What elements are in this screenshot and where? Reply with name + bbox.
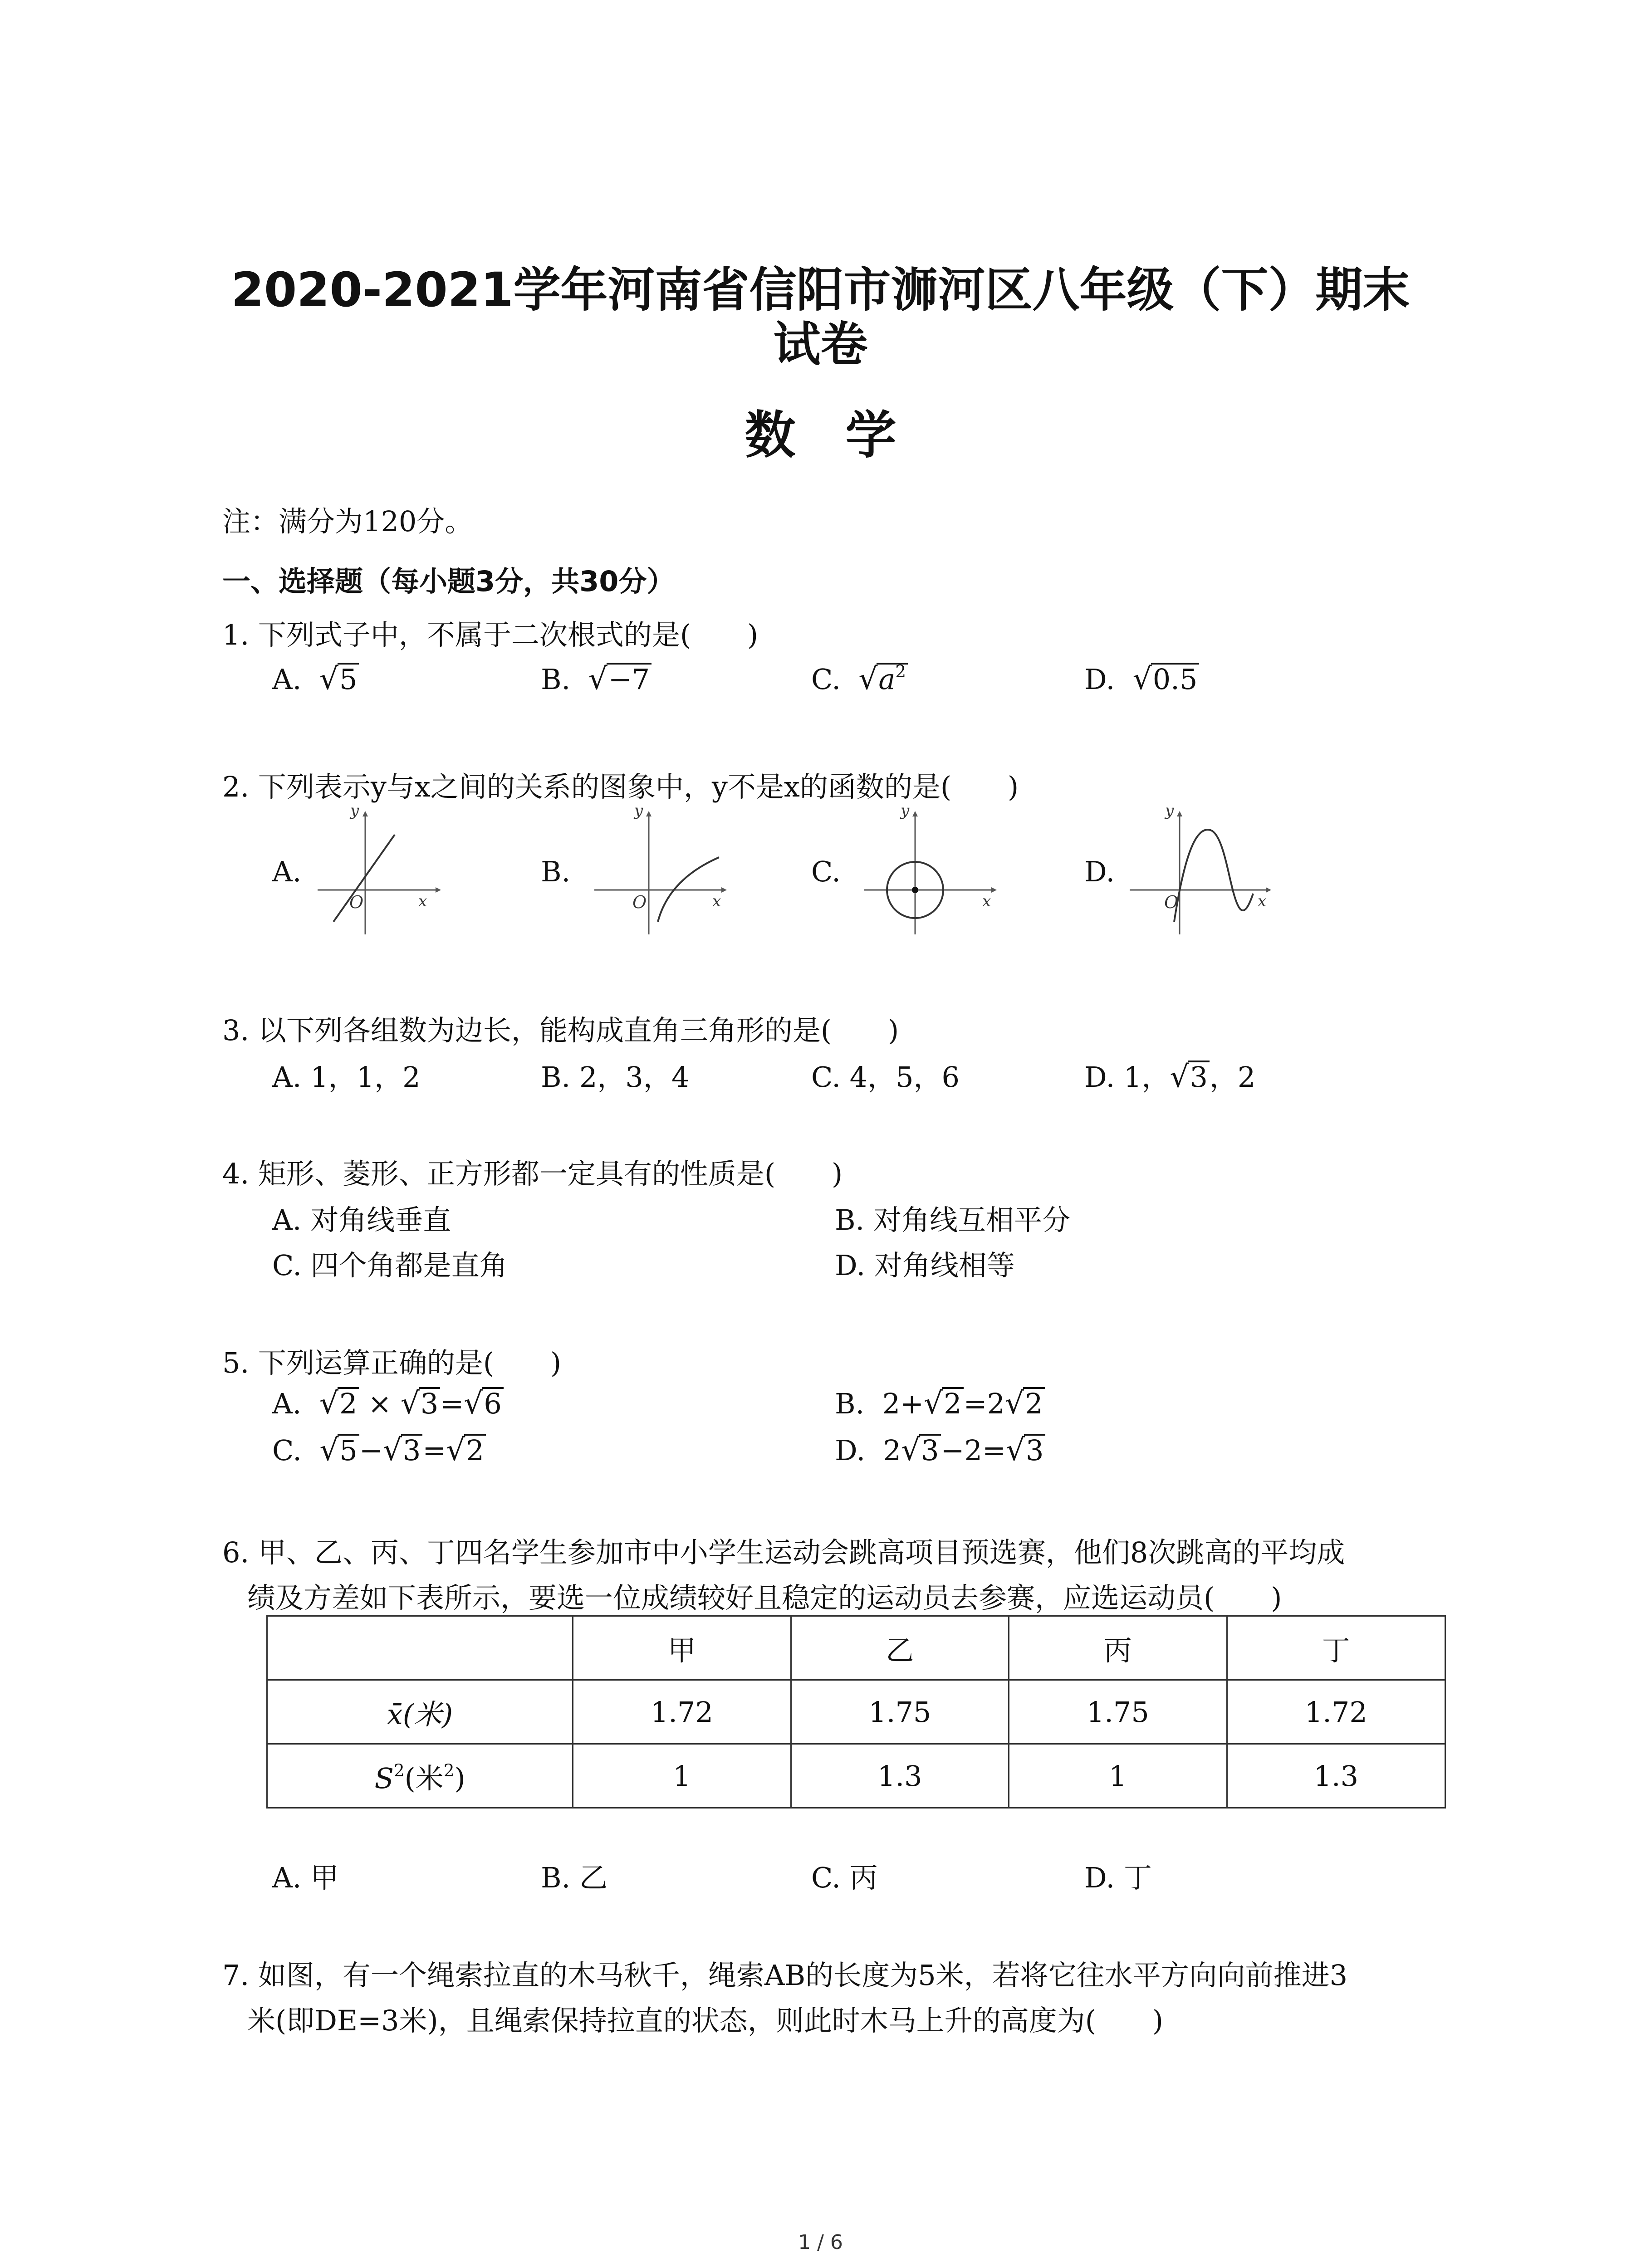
- table-row-mean: [267, 1680, 1445, 1744]
- table-header-row: [267, 1616, 1445, 1680]
- q1-option-c: C. $√a^2$: [811, 661, 908, 696]
- table-row-variance: [267, 1744, 1445, 1808]
- option-label: C.: [272, 1434, 302, 1467]
- q5-option-b: B. 2+√2=2√2: [835, 1386, 1045, 1421]
- x-axis-label: x: [1258, 892, 1267, 910]
- row-label-variance: [267, 1744, 573, 1808]
- x-axis-label: x: [712, 892, 721, 910]
- radicand: 3: [401, 1434, 422, 1465]
- q2-graph-c-circle: [860, 803, 1005, 939]
- paren: ): [454, 1761, 465, 1795]
- table-header-cell: 乙: [791, 1616, 1009, 1680]
- q4-option-a: A. 对角线垂直: [272, 1203, 451, 1237]
- radicand: 3: [1024, 1434, 1045, 1465]
- radicand: 3: [1188, 1061, 1209, 1092]
- option-label: A.: [272, 1387, 302, 1420]
- q1-option-d: D. √0.5: [1084, 661, 1199, 696]
- q6-option-d: D. 丁: [1084, 1861, 1152, 1894]
- option-label: B.: [835, 1387, 865, 1420]
- question-3-stem: 3. 以下列各组数为边长，能构成直角三角形的是( ): [222, 1014, 899, 1047]
- q5-option-d: D. 2√3−2=√3: [835, 1432, 1045, 1467]
- origin-label: O: [1164, 892, 1179, 912]
- option-label: C.: [811, 663, 841, 696]
- q2-graph-a-straight-line: [313, 803, 449, 939]
- question-4-stem: 4. 矩形、菱形、正方形都一定具有的性质是( ): [222, 1157, 843, 1190]
- operator: =: [422, 1434, 446, 1467]
- exponent: 2: [443, 1760, 455, 1780]
- question-6-stem-line1: 6. 甲、乙、丙、丁四名学生参加市中小学生运动会跳高项目预选赛，他们8次跳高的平均成: [222, 1536, 1345, 1569]
- option-label: D.: [1084, 663, 1115, 696]
- radicand: 3: [419, 1387, 440, 1418]
- q2-graph-b-sqrt-curve: [590, 803, 735, 939]
- q2-option-a-label: A.: [272, 855, 302, 888]
- exam-title-line2: 试卷: [773, 317, 868, 372]
- radicand: 2: [942, 1387, 963, 1418]
- radicand: 0.5: [1151, 663, 1200, 694]
- table-cell: 1.72: [573, 1680, 791, 1744]
- operator: −2=: [941, 1434, 1006, 1467]
- q4-option-d: D. 对角线相等: [835, 1249, 1015, 1282]
- operator: =2: [963, 1387, 1005, 1420]
- q3-option-a: A. 1，1，2: [272, 1061, 421, 1094]
- radicand: 2: [464, 1434, 485, 1465]
- operator: =: [440, 1387, 464, 1420]
- q3-option-c: C. 4，5，6: [811, 1061, 960, 1094]
- y-axis-label: y: [1165, 803, 1174, 820]
- radicand: 5: [338, 663, 359, 694]
- radicand: 5: [338, 1434, 359, 1465]
- q4-option-b: B. 对角线互相平分: [835, 1203, 1070, 1237]
- exponent: 2: [895, 661, 906, 681]
- q2-option-c-label: C.: [811, 855, 841, 888]
- q3-option-d: D. 1，√3，2: [1084, 1059, 1256, 1094]
- table-cell: 1.72: [1227, 1680, 1445, 1744]
- origin-label: O: [632, 892, 647, 912]
- q6-option-a: A. 甲: [272, 1861, 339, 1894]
- operator: −: [359, 1434, 383, 1467]
- question-6-stem-line2: 绩及方差如下表所示，要选一位成绩较好且稳定的运动员去参赛，应选运动员( ): [247, 1581, 1282, 1614]
- section-heading-choice: 一、选择题（每小题3分，共30分）: [222, 565, 675, 598]
- table-header-cell: 甲: [573, 1616, 791, 1680]
- origin-label: O: [349, 892, 364, 912]
- radicand: 2: [1023, 1387, 1044, 1418]
- q3-option-b: B. 2，3，4: [541, 1061, 690, 1094]
- x-axis-label: x: [418, 892, 427, 910]
- table-cell: 1: [573, 1744, 791, 1808]
- question-1-stem: 1. 下列式子中，不属于二次根式的是( ): [222, 618, 759, 651]
- option-label: D.: [835, 1434, 866, 1467]
- q2-option-d-label: D.: [1084, 855, 1115, 888]
- question-5-stem: 5. 下列运算正确的是( ): [222, 1346, 562, 1379]
- operator: ×: [368, 1387, 392, 1420]
- option-label: B.: [541, 663, 571, 696]
- term: 2: [883, 1434, 901, 1467]
- exponent: 2: [393, 1760, 405, 1780]
- table-cell: 1.75: [1009, 1680, 1227, 1744]
- y-axis-label: y: [634, 803, 643, 820]
- question-7-stem-line2: 米(即DE=3米)，且绳索保持拉直的状态，则此时木马上升的高度为( ): [247, 2004, 1164, 2037]
- q2-option-b-label: B.: [541, 855, 571, 888]
- radicand: a: [878, 663, 896, 696]
- option-text: D. 1，: [1084, 1061, 1170, 1094]
- exam-title-line1: 2020-2021学年河南省信阳市浉河区八年级（下）期末: [231, 262, 1410, 318]
- q1-option-a: A. √5: [272, 661, 359, 696]
- q6-option-c: C. 丙: [811, 1861, 878, 1894]
- question-2-stem: 2. 下列表示y与x之间的关系的图象中，y不是x的函数的是( ): [222, 770, 1019, 803]
- q4-option-c: C. 四个角都是直角: [272, 1249, 508, 1282]
- row-label-mean: x̄(米): [267, 1680, 573, 1744]
- y-axis-label: y: [901, 803, 910, 820]
- q5-option-c: C. √5−√3=√2: [272, 1432, 486, 1467]
- radicand: 2: [338, 1387, 359, 1418]
- score-note: 注：满分为120分。: [222, 505, 473, 538]
- radicand: 6: [482, 1387, 503, 1418]
- table-cell: 1.75: [791, 1680, 1009, 1744]
- q6-score-table: [266, 1615, 1446, 1809]
- subject-title: 数学: [745, 406, 946, 465]
- option-text-tail: ，2: [1209, 1061, 1256, 1094]
- table-cell: 1.3: [791, 1744, 1009, 1808]
- x-axis-label: x: [982, 892, 991, 910]
- q2-graph-d-wave: [1125, 803, 1279, 939]
- term: 2+: [882, 1387, 924, 1420]
- y-axis-label: y: [350, 803, 359, 820]
- radicand: 3: [919, 1434, 941, 1465]
- page-number: 1 / 6: [798, 2231, 843, 2254]
- q6-option-b: B. 乙: [541, 1861, 607, 1894]
- q1-option-b: B. √−7: [541, 661, 652, 696]
- variance-symbol: S: [374, 1761, 394, 1795]
- table-header-cell: [267, 1616, 573, 1680]
- q5-option-a: A. √2 × √3=√6: [272, 1386, 504, 1421]
- unit: (米: [404, 1761, 444, 1795]
- table-header-cell: 丁: [1227, 1616, 1445, 1680]
- table-header-cell: 丙: [1009, 1616, 1227, 1680]
- radicand: −7: [607, 663, 652, 694]
- option-label: A.: [272, 663, 302, 696]
- table-cell: 1: [1009, 1744, 1227, 1808]
- question-7-stem-line1: 7. 如图，有一个绳索拉直的木马秋千，绳索AB的长度为5米，若将它往水平方向向前推进3: [222, 1959, 1348, 1992]
- table-cell: 1.3: [1227, 1744, 1445, 1808]
